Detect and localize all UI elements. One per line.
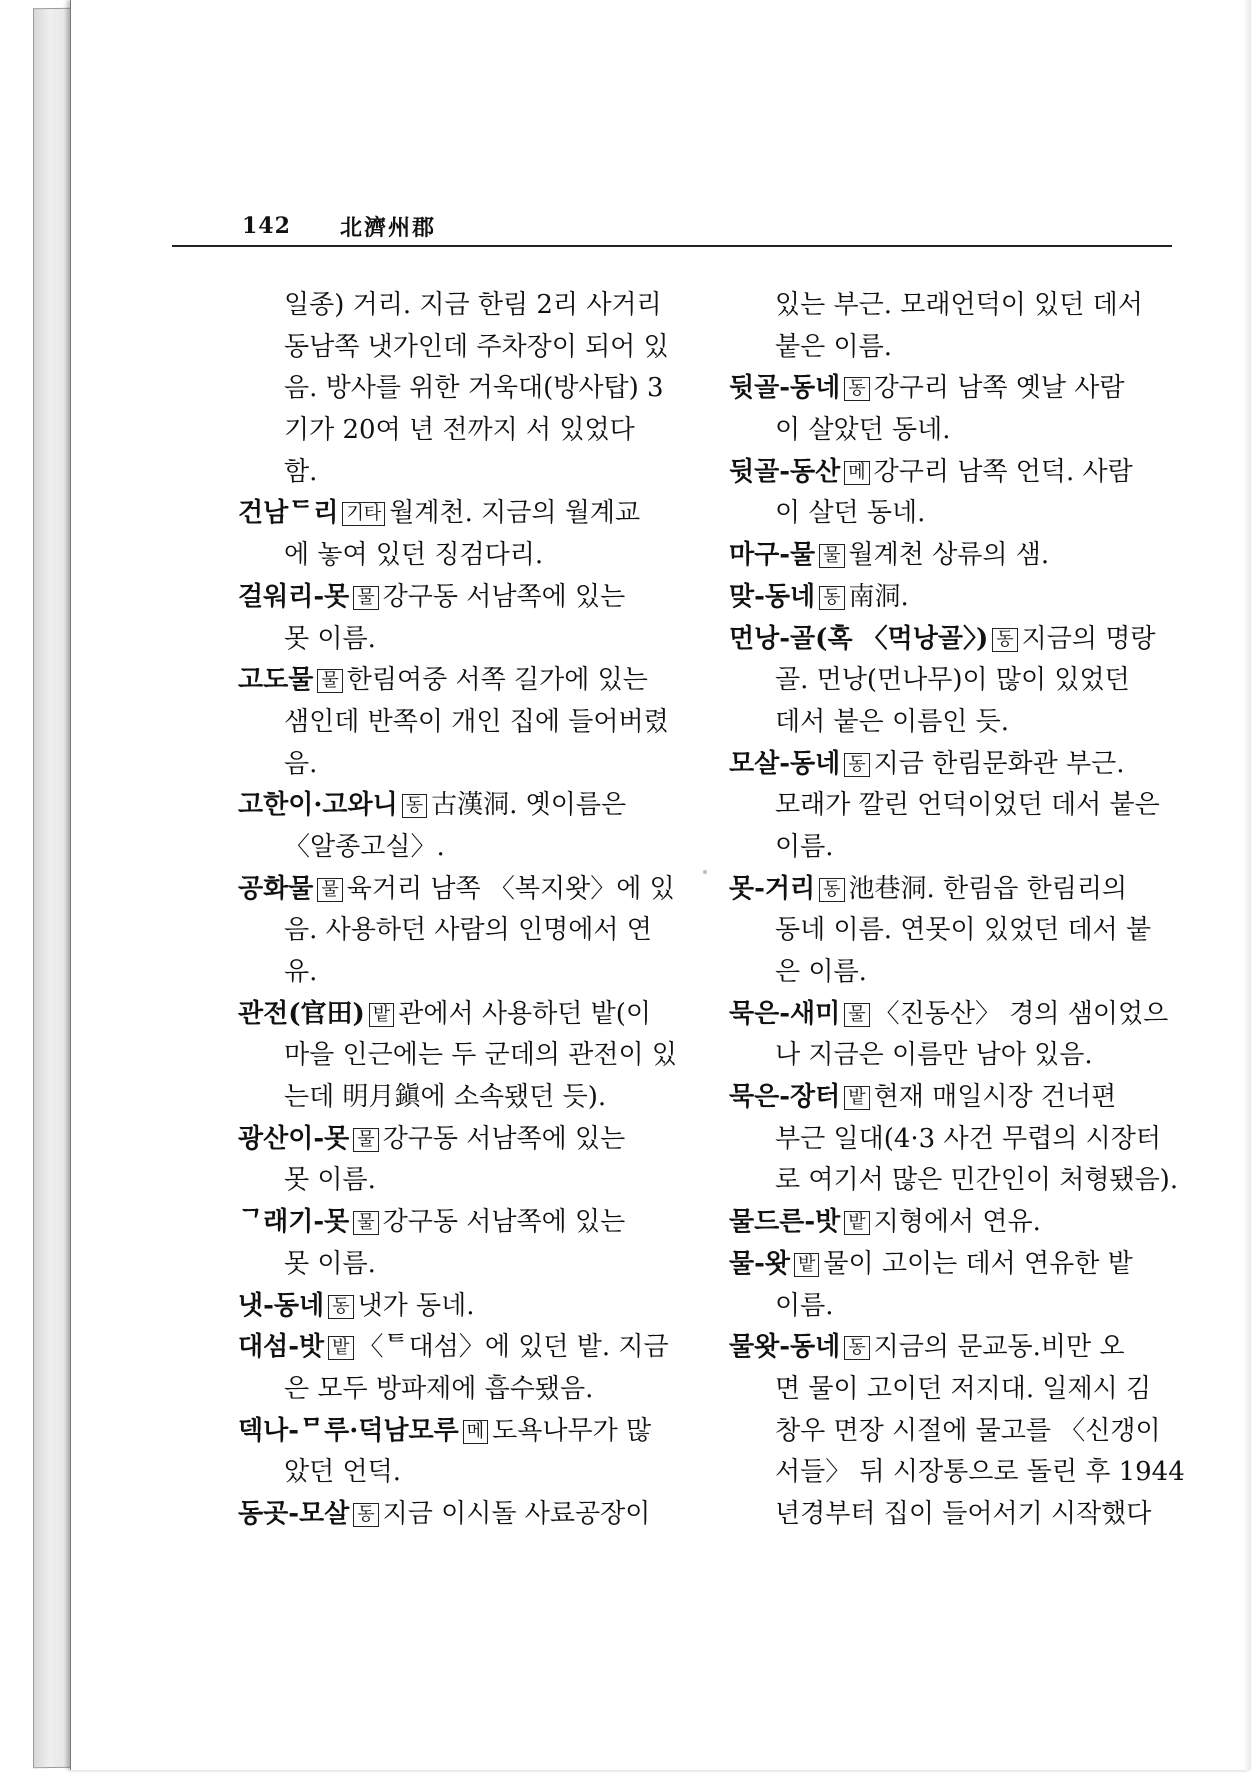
entry-text: 〈알종고실〉. bbox=[284, 831, 445, 862]
entry-text: 강구리 남쪽 옛날 사람 bbox=[873, 373, 1125, 404]
book-spine bbox=[33, 8, 75, 1768]
entry-continuation-line bbox=[729, 285, 1171, 327]
entry-text: 나 지금은 이름만 남아 있음. bbox=[775, 1040, 1093, 1071]
entry-continuation-line bbox=[729, 785, 1171, 827]
entry-text: 서들〉 뒤 시장통으로 돌린 후 1944 bbox=[775, 1457, 1185, 1488]
entry-text: 이 살던 동네. bbox=[775, 498, 926, 529]
entry-continuation-line bbox=[238, 744, 678, 786]
entry-continuation-line bbox=[238, 452, 678, 494]
entry-headword: ᄀ래기-못 bbox=[238, 1207, 350, 1238]
entry-headword: 동곳-모살 bbox=[238, 1498, 350, 1529]
entry-continuation-line bbox=[729, 702, 1171, 744]
entry-text: 못 이름. bbox=[284, 1165, 376, 1196]
entry-text: 은 모두 방파제에 흡수됐음. bbox=[284, 1373, 594, 1404]
category-tag: 동 bbox=[819, 586, 844, 610]
category-tag: 동 bbox=[992, 628, 1017, 652]
entry-continuation-line bbox=[729, 1286, 1171, 1328]
entry-text: 池巷洞. 한림읍 한림리의 bbox=[848, 873, 1128, 904]
entry-headword-line bbox=[729, 1327, 1171, 1369]
category-tag: 메 bbox=[463, 1420, 488, 1444]
entry-text: 육거리 남쪽 〈복지왓〉에 있 bbox=[346, 873, 675, 904]
entry-continuation-line bbox=[238, 910, 678, 952]
entry-text: 년경부터 집이 들어서기 시작했다 bbox=[775, 1498, 1152, 1529]
entry-text: 南洞. bbox=[848, 581, 909, 612]
entry-text: 관에서 사용하던 밭(이 bbox=[398, 998, 651, 1029]
entry-headword: 물드른-밧 bbox=[729, 1207, 841, 1238]
entry-headword-line bbox=[729, 1202, 1171, 1244]
entry-text: 강구동 서남쪽에 있는 bbox=[382, 581, 626, 612]
entry-continuation-line bbox=[238, 952, 678, 994]
entry-continuation-line bbox=[238, 535, 678, 577]
entry-continuation-line bbox=[238, 1035, 678, 1077]
entry-continuation-line bbox=[729, 1035, 1171, 1077]
entry-text: 〈진동산〉 경의 샘이었으 bbox=[873, 998, 1169, 1029]
entry-continuation-line bbox=[729, 827, 1171, 869]
entry-continuation-line bbox=[729, 410, 1171, 452]
gutter-mark bbox=[703, 870, 707, 874]
entry-headword-line bbox=[238, 493, 678, 535]
entry-continuation-line bbox=[238, 1369, 678, 1411]
entry-headword: 대섬-밧 bbox=[238, 1332, 325, 1363]
entry-headword: 광산이-못 bbox=[238, 1123, 350, 1154]
entry-text: 기가 20여 년 전까지 서 있었다 bbox=[284, 415, 635, 446]
entry-text: 은 이름. bbox=[775, 957, 867, 987]
entry-text: 골. 먼낭(먼나무)이 많이 있었던 bbox=[775, 665, 1130, 696]
entry-text: 물이 고이는 데서 연유한 밭 bbox=[823, 1248, 1133, 1279]
category-tag: 밭 bbox=[844, 1086, 869, 1110]
entry-headword: 뒷골-동네 bbox=[729, 373, 841, 404]
entry-text: 지금 한림문화관 부근. bbox=[873, 748, 1125, 779]
entry-text: 음. bbox=[284, 748, 318, 779]
category-tag: 물 bbox=[353, 1128, 378, 1152]
entry-headword-line bbox=[729, 577, 1171, 619]
entry-text: 지형에서 연유. bbox=[873, 1207, 1041, 1238]
category-tag: 물 bbox=[353, 586, 378, 610]
category-tag: 밭 bbox=[328, 1336, 353, 1360]
entry-text: 월계천 상류의 샘. bbox=[848, 540, 1050, 571]
entry-continuation-line bbox=[238, 827, 678, 869]
entry-headword-line bbox=[729, 452, 1171, 494]
entry-text: 古漢洞. 옛이름은 bbox=[431, 790, 627, 821]
entry-continuation-line bbox=[238, 410, 678, 452]
entry-headword: 맞-동네 bbox=[729, 581, 816, 612]
entry-continuation-line bbox=[238, 619, 678, 661]
entry-headword: 관전(官田) bbox=[238, 998, 365, 1029]
category-tag: 동 bbox=[844, 377, 869, 401]
entry-headword-line bbox=[238, 1327, 678, 1369]
entry-headword-line bbox=[238, 1286, 678, 1328]
entry-text: 지금의 명랑 bbox=[1021, 623, 1156, 654]
entry-text: 강구리 남쪽 언덕. 사람 bbox=[873, 456, 1133, 487]
entry-continuation-line bbox=[729, 1160, 1179, 1202]
category-tag: 동 bbox=[819, 878, 844, 902]
category-tag: 밭 bbox=[844, 1211, 869, 1235]
entry-continuation-line bbox=[238, 1244, 678, 1286]
entry-headword: 묵은-새미 bbox=[729, 998, 841, 1029]
entry-headword: 덱나-ᄆ루·덕남모루 bbox=[238, 1415, 459, 1446]
category-tag: 밭 bbox=[369, 1003, 394, 1027]
category-tag: 물 bbox=[317, 878, 342, 902]
entry-continuation-line bbox=[238, 368, 678, 410]
entry-headword-line bbox=[238, 869, 678, 911]
entry-headword: 마구-물 bbox=[729, 540, 816, 571]
category-tag: 동 bbox=[844, 753, 869, 777]
category-tag: 동 bbox=[402, 794, 427, 818]
entry-headword: 공화물 bbox=[238, 873, 314, 904]
entry-headword: 냇-동네 bbox=[238, 1290, 325, 1321]
entry-headword: 모살-동네 bbox=[729, 748, 841, 779]
category-tag: 물 bbox=[819, 544, 844, 568]
entry-continuation-line bbox=[729, 1411, 1171, 1453]
entry-continuation-line bbox=[729, 952, 1171, 994]
entry-headword: 묵은-장터 bbox=[729, 1082, 841, 1113]
entry-headword: 못-거리 bbox=[729, 873, 816, 904]
entry-text: 강구동 서남쪽에 있는 bbox=[382, 1123, 626, 1154]
entry-headword: 먼낭-골(혹 〈먹낭골〉) bbox=[729, 623, 989, 654]
entry-text: 면 물이 고이던 저지대. 일제시 김 bbox=[775, 1373, 1152, 1404]
entry-text: 함. bbox=[284, 456, 318, 487]
entry-continuation-line bbox=[238, 1452, 678, 1494]
entry-text: 지금의 문교동.비만 오 bbox=[873, 1332, 1125, 1363]
entry-headword-line bbox=[729, 1244, 1171, 1286]
entry-text: 부근 일대(4·3 사건 무렵의 시장터 bbox=[775, 1123, 1161, 1154]
entry-continuation-line bbox=[729, 1452, 1185, 1494]
entry-text: 로 여기서 많은 민간인이 처형됐음). bbox=[775, 1165, 1179, 1196]
category-tag: 물 bbox=[353, 1211, 378, 1235]
category-tag: 동 bbox=[844, 1336, 869, 1360]
entry-text: 도욕나무가 많 bbox=[492, 1415, 652, 1446]
entry-continuation-line bbox=[238, 285, 678, 327]
entry-text: 샘인데 반쪽이 개인 집에 들어버렸 bbox=[284, 706, 669, 737]
page-header bbox=[172, 203, 1172, 247]
entry-text: 한림여중 서쪽 길가에 있는 bbox=[346, 665, 648, 696]
entry-headword: 물-왓 bbox=[729, 1248, 791, 1279]
entry-headword: 고한이·고와니 bbox=[238, 790, 398, 821]
entry-headword-line bbox=[238, 1494, 678, 1536]
category-tag: 물 bbox=[317, 669, 342, 693]
entry-text: 못 이름. bbox=[284, 1248, 376, 1279]
entry-text: 이름. bbox=[775, 831, 834, 862]
page-edge bbox=[1243, 0, 1251, 1770]
entry-text: 았던 언덕. bbox=[284, 1457, 401, 1488]
entry-continuation-line bbox=[729, 327, 1171, 369]
entry-continuation-line bbox=[729, 910, 1171, 952]
section-title: 北濟州郡 bbox=[340, 215, 437, 241]
right-column bbox=[729, 285, 1185, 1536]
entry-text: 못 이름. bbox=[284, 623, 376, 654]
entry-text: 동네 이름. 연못이 있었던 데서 붙 bbox=[775, 915, 1152, 946]
entry-text: 에 놓여 있던 징검다리. bbox=[284, 540, 544, 571]
entry-headword-line bbox=[238, 1119, 678, 1161]
entry-headword: 걸워리-못 bbox=[238, 581, 350, 612]
category-tag: 밭 bbox=[794, 1253, 819, 1277]
page-number: 142 bbox=[242, 213, 291, 239]
entry-continuation-line bbox=[729, 493, 1171, 535]
entry-text: 월계천. 지금의 월계교 bbox=[389, 498, 641, 529]
entry-text: 는데 明月鎭에 소속됐던 듯). bbox=[284, 1082, 607, 1113]
entry-headword-line bbox=[238, 660, 678, 702]
entry-headword-line bbox=[729, 869, 1171, 911]
entry-text: 모래가 깔린 언덕이었던 데서 붙은 bbox=[775, 790, 1160, 821]
entry-headword: 물왓-동네 bbox=[729, 1332, 841, 1363]
entry-continuation-line bbox=[729, 1369, 1171, 1411]
entry-text: 냇가 동네. bbox=[357, 1290, 475, 1321]
entry-text: 동남쪽 냇가인데 주차장이 되어 있 bbox=[284, 331, 669, 362]
entry-text: 데서 붙은 이름인 듯. bbox=[775, 706, 1009, 737]
entry-text: 창우 면장 시절에 물고를 〈신갱이 bbox=[775, 1415, 1161, 1446]
entry-text: 〈ᄐ대섬〉에 있던 밭. 지금 bbox=[357, 1332, 669, 1363]
entry-headword-line bbox=[238, 994, 678, 1036]
entry-text: 음. 사용하던 사람의 인명에서 연 bbox=[284, 915, 652, 946]
entry-continuation-line bbox=[238, 1077, 678, 1119]
entry-headword-line bbox=[729, 744, 1171, 786]
entry-continuation-line bbox=[729, 1494, 1171, 1536]
entry-text: 음. 방사를 위한 거욱대(방사탑) 3 bbox=[284, 373, 664, 404]
entry-text: 유. bbox=[284, 957, 318, 987]
entry-text: 일종) 거리. 지금 한림 2리 사거리 bbox=[284, 290, 662, 320]
entry-continuation-line bbox=[729, 1119, 1171, 1161]
entry-headword-line bbox=[238, 785, 678, 827]
left-column bbox=[238, 285, 678, 1536]
category-tag: 동 bbox=[328, 1295, 353, 1319]
entry-headword-line bbox=[729, 368, 1171, 410]
entry-text: 지금 이시돌 사료공장이 bbox=[382, 1498, 651, 1529]
entry-continuation-line bbox=[238, 327, 678, 369]
entry-text: 있는 부근. 모래언덕이 있던 데서 bbox=[775, 290, 1143, 320]
entry-headword: 건남ᄃ리 bbox=[238, 498, 339, 529]
entry-continuation-line bbox=[238, 702, 678, 744]
entry-continuation-line bbox=[238, 1160, 678, 1202]
entry-continuation-line bbox=[729, 660, 1171, 702]
entry-headword-line bbox=[729, 994, 1171, 1036]
category-tag: 메 bbox=[844, 461, 869, 485]
entry-text: 현재 매일시장 건너편 bbox=[873, 1082, 1117, 1113]
entry-text: 붙은 이름. bbox=[775, 331, 892, 362]
entry-headword-line bbox=[729, 619, 1171, 661]
entry-headword-line bbox=[238, 1411, 678, 1453]
entry-headword-line bbox=[238, 577, 678, 619]
entry-headword: 고도물 bbox=[238, 665, 314, 696]
entry-text: 마을 인근에는 두 군데의 관전이 있 bbox=[284, 1040, 677, 1071]
entry-text: 강구동 서남쪽에 있는 bbox=[382, 1207, 626, 1238]
entry-text: 이 살았던 동네. bbox=[775, 415, 951, 446]
entry-headword: 뒷골-동산 bbox=[729, 456, 841, 487]
category-tag: 기타 bbox=[342, 502, 385, 526]
entry-headword-line bbox=[729, 535, 1171, 577]
category-tag: 동 bbox=[353, 1503, 378, 1527]
category-tag: 물 bbox=[844, 1003, 869, 1027]
entry-headword-line bbox=[729, 1077, 1171, 1119]
entry-headword-line bbox=[238, 1202, 678, 1244]
entry-text: 이름. bbox=[775, 1290, 834, 1321]
